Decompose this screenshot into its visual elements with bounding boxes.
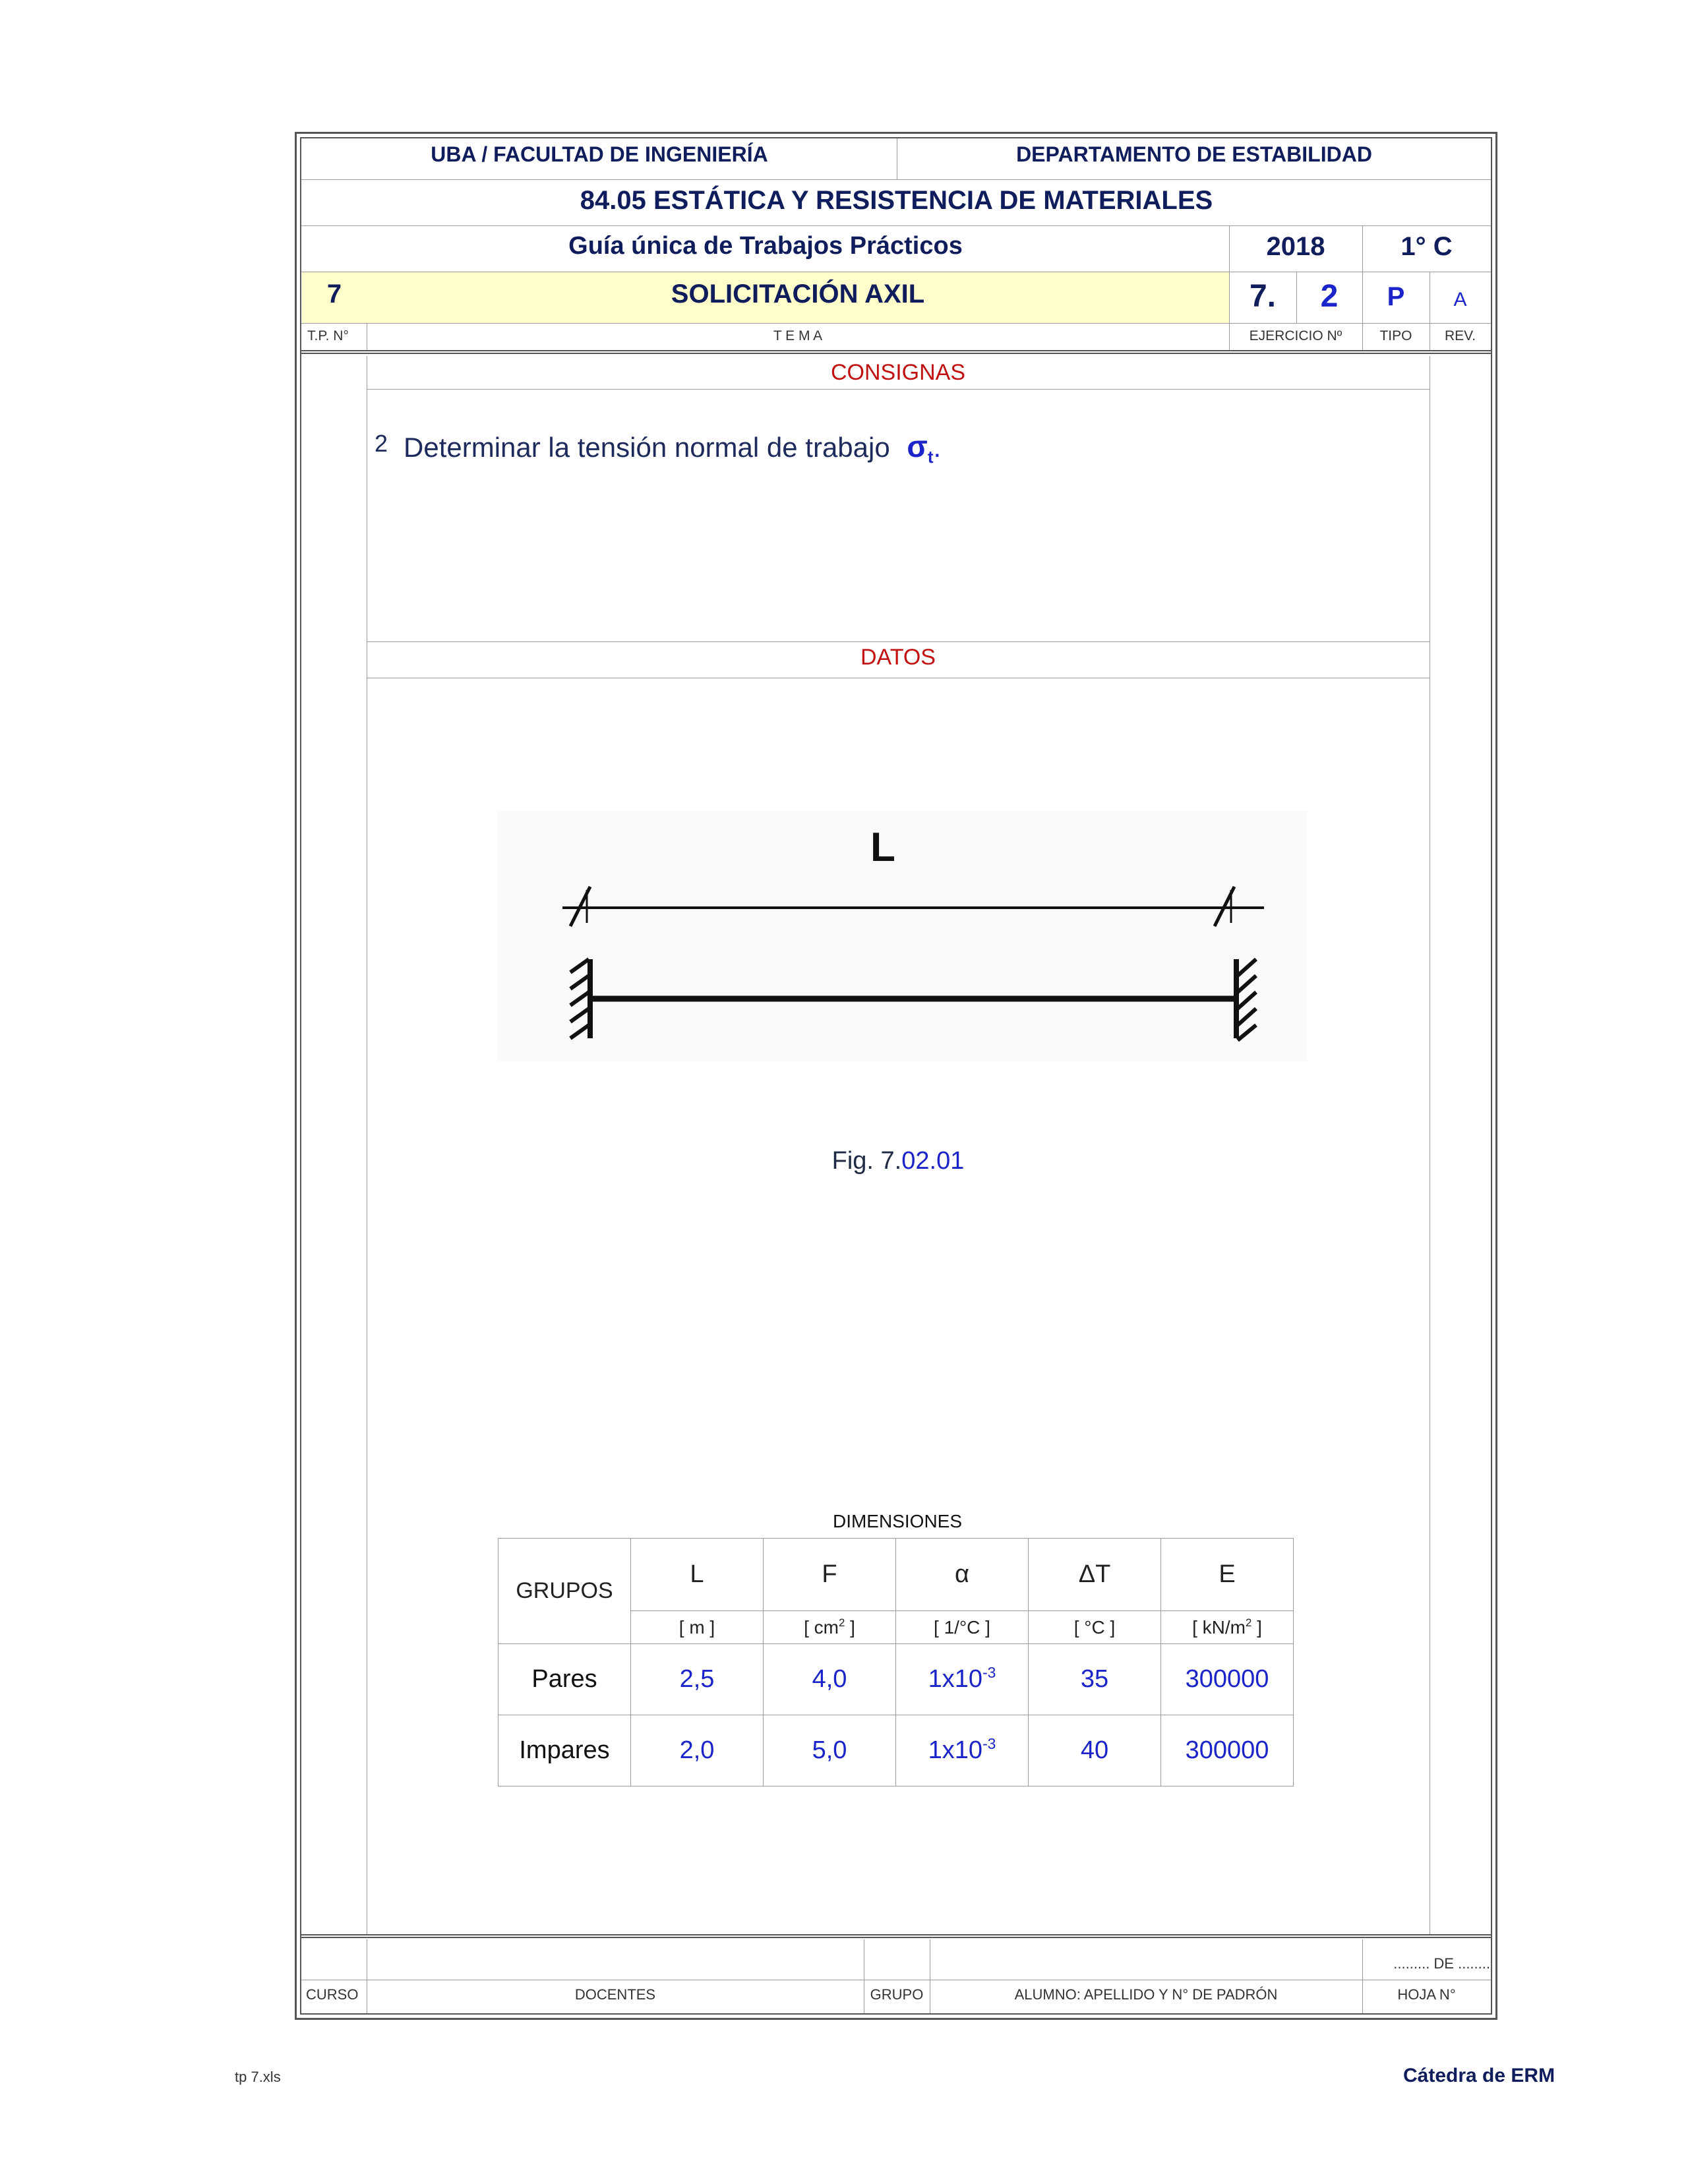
value-cell: 300000 [1161, 1644, 1294, 1715]
chair-name: Cátedra de ERM [1403, 2065, 1555, 2086]
header-divider [301, 323, 1491, 324]
header-divider [301, 225, 1491, 226]
hoja-label: HOJA N° [1397, 1986, 1456, 2003]
beam-diagram [498, 811, 1308, 1061]
revision-label: A [1453, 289, 1467, 310]
file-name: tp 7.xls [235, 2069, 281, 2085]
exercise-caption: EJERCICIO Nº [1249, 328, 1342, 343]
col-unit: [ m ] [631, 1611, 764, 1644]
value-cell: 40 [1029, 1715, 1161, 1786]
dimensions-title: DIMENSIONES [832, 1511, 963, 1531]
group-name: Pares [498, 1644, 631, 1715]
year-label: 2018 [1266, 232, 1325, 261]
exercise-prefix: 7. [1249, 279, 1277, 314]
value-cell: 2,5 [631, 1644, 764, 1715]
col-symbol: E [1161, 1539, 1294, 1611]
term-label: 1° C [1401, 232, 1453, 261]
value-cell: 2,0 [631, 1715, 764, 1786]
sheet-count: ......... DE ........ [1393, 1955, 1490, 1972]
course-title: 84.05 ESTÁTICA Y RESISTENCIA DE MATERIALES [580, 186, 1213, 215]
col-symbol: α [896, 1539, 1029, 1611]
rev-caption: REV. [1444, 328, 1476, 343]
value-cell: 300000 [1161, 1715, 1294, 1786]
topic-title: SOLICITACIÓN AXIL [671, 280, 925, 309]
group-header: GRUPOS [498, 1539, 631, 1644]
figure-caption: Fig. 7.02.01 [831, 1147, 965, 1175]
tp-number: 7 [326, 280, 342, 309]
value-cell: 35 [1029, 1644, 1161, 1715]
col-symbol: F [764, 1539, 896, 1611]
department-label: DEPARTAMENTO DE ESTABILIDAD [1016, 142, 1372, 166]
docentes-label: DOCENTES [574, 1986, 656, 2003]
alumno-label: ALUMNO: APELLIDO Y N° DE PADRÓN [1014, 1986, 1278, 2003]
consignas-title: CONSIGNAS [830, 360, 966, 385]
type-label: P [1387, 282, 1405, 311]
university-label: UBA / FACULTAD DE INGENIERÍA [431, 142, 768, 166]
header-body-separator [300, 350, 1492, 354]
consigna-item-number: 2 [375, 430, 388, 457]
col-unit: [ $cm^2$ ] [764, 1611, 896, 1644]
tp-caption: T.P. N° [307, 328, 349, 343]
body-footer-separator [300, 1934, 1492, 1938]
value-cell: 5,0 [764, 1715, 896, 1786]
beam-figure [498, 811, 1308, 1061]
consigna-statement: Determinar la tensión normal de trabajo [404, 432, 890, 463]
curso-label: CURSO [306, 1986, 359, 2003]
col-symbol: ΔT [1029, 1539, 1161, 1611]
col-symbol: L [631, 1539, 764, 1611]
length-label: L [870, 825, 895, 870]
tema-caption: T E M A [773, 328, 823, 343]
section-divider [367, 389, 1430, 390]
grupo-label: GRUPO [870, 1986, 924, 2003]
value-cell: $1x10^{-3}$ [896, 1644, 1029, 1715]
guide-title: Guía única de Trabajos Prácticos [568, 232, 963, 260]
type-caption: TIPO [1379, 328, 1412, 343]
consigna-text: Determinar la tensión normal de trabajo $\sigma_t$. [404, 429, 942, 467]
value-cell: $1x10^{-3}$ [896, 1715, 1029, 1786]
col-unit: [ 1/°C ] [896, 1611, 1029, 1644]
sigma-symbol: $\sigma_t$ [907, 429, 934, 467]
header-divider [301, 179, 1491, 180]
datos-title: DATOS [860, 645, 936, 670]
section-divider [367, 641, 1430, 642]
exercise-number: 2 [1320, 279, 1339, 314]
dimensions-table [498, 1538, 1294, 1786]
col-unit: [ $kN/m^2$ ] [1161, 1611, 1294, 1644]
value-cell: 4,0 [764, 1644, 896, 1715]
group-name: Impares [498, 1715, 631, 1786]
col-unit: [ °C ] [1029, 1611, 1161, 1644]
